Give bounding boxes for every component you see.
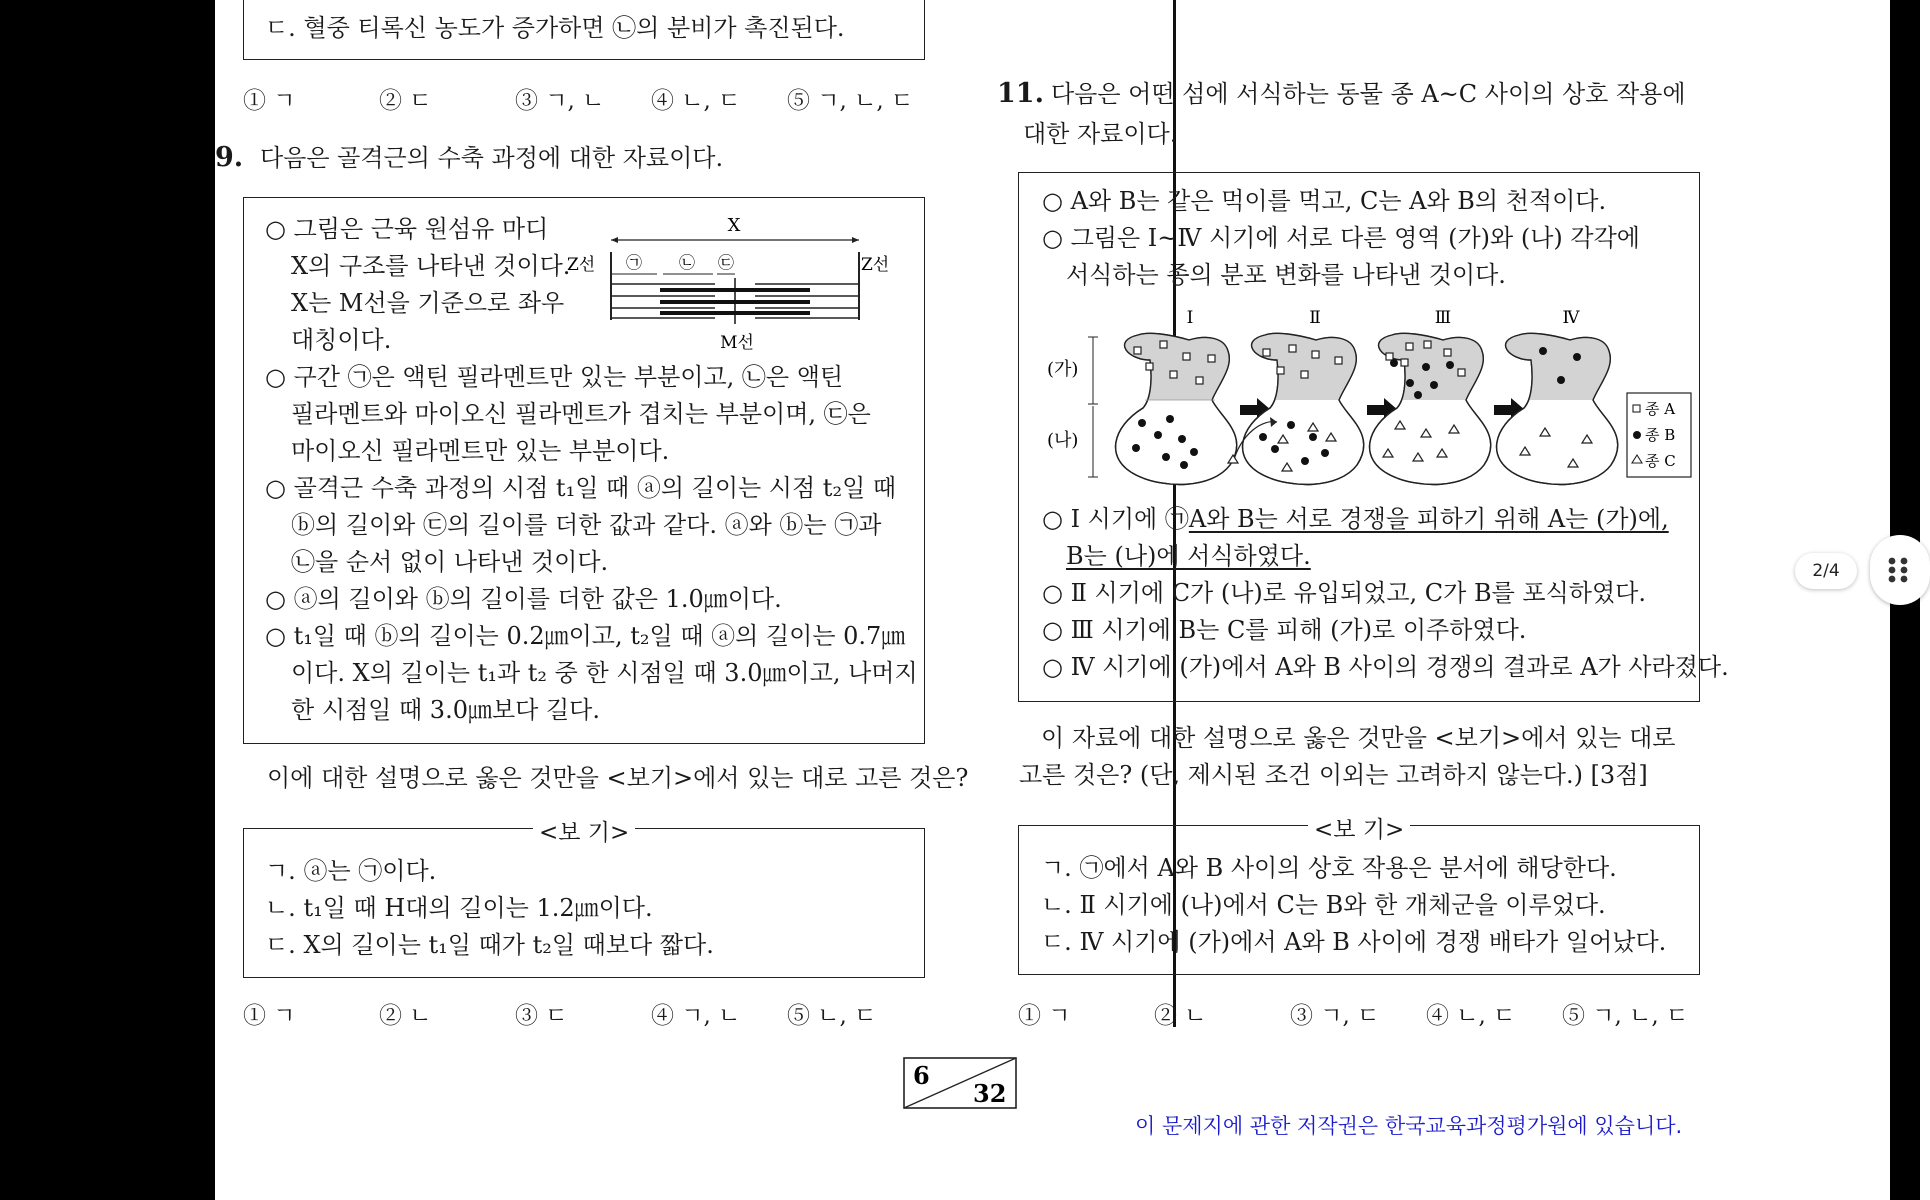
q11-question: 고른 것은? (단, 제시된 조건 이외는 고려하지 않는다.) [3점] bbox=[1019, 761, 1648, 789]
q9-line: ○ t₁일 때 ⓑ의 길이는 0.2㎛이고, t₂일 때 ⓐ의 길이는 0.7㎛ bbox=[265, 622, 906, 650]
copyright-notice: 이 문제지에 관한 저작권은 한국교육과정평가원에 있습니다. bbox=[1135, 1114, 1683, 1138]
z-line-right-label: Z선 bbox=[861, 255, 890, 275]
q11-choice-2[interactable]: ② ㄴ bbox=[1154, 1003, 1207, 1029]
q9-choice-5[interactable]: ⑤ ㄴ, ㄷ bbox=[787, 1003, 877, 1029]
grip-icon bbox=[1870, 535, 1930, 605]
q11-choice-4[interactable]: ④ ㄴ, ㄷ bbox=[1426, 1003, 1516, 1029]
figure-legend bbox=[1627, 393, 1691, 477]
q11-choices bbox=[1018, 997, 1718, 1027]
q11-number: 11. bbox=[997, 78, 1044, 109]
q8-choice-3[interactable]: ③ ㄱ, ㄴ bbox=[515, 88, 605, 114]
q11-bogi-item: ㄴ. Ⅱ 시기에 (나)에서 C는 B와 한 개체군을 이루었다. bbox=[1041, 891, 1606, 919]
q11-line: ○ A와 B는 같은 먹이를 먹고, C는 A와 B의 천적이다. bbox=[1042, 187, 1607, 215]
q9-line: ○ ⓐ의 길이와 ⓑ의 길이를 더한 값은 1.0㎛이다. bbox=[265, 585, 782, 613]
page-total: 32 bbox=[973, 1079, 1007, 1108]
q11-question: 이 자료에 대한 설명으로 옳은 것만을 <보기>에서 있는 대로 bbox=[1041, 724, 1676, 752]
q11-bogi-item: ㄱ. ㉠에서 A와 B 사이의 상호 작용은 분서에 해당한다. bbox=[1041, 854, 1617, 882]
q9-line: 대칭이다. bbox=[291, 326, 392, 354]
page-number: 6 bbox=[913, 1061, 930, 1090]
q9-line: ㉡을 순서 없이 나타낸 것이다. bbox=[291, 548, 609, 576]
q11-underlined-2: B는 (나)에 서식하였다. bbox=[1066, 542, 1311, 570]
q9-question: 이에 대한 설명으로 옳은 것만을 <보기>에서 있는 대로 고른 것은? bbox=[267, 764, 969, 792]
region-ga-label: (가) bbox=[1047, 359, 1079, 380]
q11-choice-3[interactable]: ③ ㄱ, ㄷ bbox=[1290, 1003, 1380, 1029]
q9-line: X는 M선을 기준으로 좌우 bbox=[291, 289, 565, 317]
q8-choice-5[interactable]: ⑤ ㄱ, ㄴ, ㄷ bbox=[787, 88, 914, 114]
q9-bogi-title: <보 기> bbox=[533, 814, 635, 847]
q9-number: 9. bbox=[215, 142, 244, 173]
q9-line: 한 시점일 때 3.0㎛보다 길다. bbox=[291, 696, 600, 724]
q11-line bbox=[1042, 501, 1669, 537]
q9-line: 필라멘트와 마이오신 필라멘트가 겹치는 부분이며, ㉢은 bbox=[291, 400, 871, 428]
section-g2-label: ㉡ bbox=[678, 253, 696, 272]
q9-line: 이다. X의 길이는 t₁과 t₂ 중 한 시점일 때 3.0㎛이고, 나머지 bbox=[291, 659, 918, 687]
section-g3-label: ㉢ bbox=[717, 253, 735, 272]
q9-choice-1[interactable]: ① ㄱ bbox=[243, 1003, 296, 1029]
q11-bogi-title: <보 기> bbox=[1308, 811, 1410, 844]
region-na-label: (나) bbox=[1047, 430, 1079, 451]
q9-prompt: 다음은 골격근의 수축 과정에 대한 자료이다. bbox=[260, 144, 724, 172]
q9-choice-3[interactable]: ③ ㄷ bbox=[515, 1003, 568, 1029]
page-number-box bbox=[903, 1057, 1019, 1111]
q9-choice-2[interactable]: ② ㄴ bbox=[379, 1003, 432, 1029]
q11-prompt: 대한 자료이다. bbox=[1023, 120, 1178, 148]
q8-choice-1[interactable]: ① ㄱ bbox=[243, 88, 296, 114]
legend-species-a: 종 A bbox=[1645, 400, 1676, 418]
q11-underlined-1: A와 B는 서로 경쟁을 피하기 위해 A는 (가)에, bbox=[1188, 505, 1669, 533]
period-1-label: Ⅰ bbox=[1186, 308, 1194, 328]
drag-handle[interactable] bbox=[1870, 535, 1930, 605]
viewer-left-margin bbox=[0, 0, 215, 1200]
q11-bogi-item: ㄷ. Ⅳ 시기에 (가)에서 A와 B 사이에 경쟁 배타가 일어났다. bbox=[1041, 928, 1667, 956]
island-distribution-figure bbox=[1045, 305, 1685, 485]
sarcomere-figure bbox=[565, 212, 890, 362]
q9-line: ⓑ의 길이와 ㉢의 길이를 더한 값과 같다. ⓐ와 ⓑ는 ㉠과 bbox=[291, 511, 882, 539]
q9-choice-4[interactable]: ④ ㄱ, ㄴ bbox=[651, 1003, 741, 1029]
exam-page bbox=[215, 0, 1890, 1200]
period-3-label: Ⅲ bbox=[1434, 308, 1452, 328]
q9-line: ○ 그림은 근육 원섬유 마디 bbox=[265, 215, 549, 243]
q9-line: ○ 골격근 수축 과정의 시점 t₁일 때 ⓐ의 길이는 시점 t₂일 때 bbox=[265, 474, 897, 502]
page-indicator: 2/4 bbox=[1795, 553, 1857, 589]
q9-bogi-item: ㄱ. ⓐ는 ㉠이다. bbox=[265, 857, 437, 885]
period-4-label: Ⅳ bbox=[1562, 308, 1580, 328]
period-2-label: Ⅱ bbox=[1309, 308, 1321, 328]
legend-species-b: 종 B bbox=[1645, 426, 1676, 444]
q8-choice-2[interactable]: ② ㄷ bbox=[379, 88, 432, 114]
m-line-label: M선 bbox=[720, 333, 754, 353]
q9-line: X의 구조를 나타낸 것이다. bbox=[291, 252, 571, 280]
legend-species-c: 종 C bbox=[1645, 452, 1676, 470]
q8-bogi-line: ㄷ. 혈중 티록신 농도가 증가하면 ㉡의 분비가 촉진된다. bbox=[265, 14, 845, 42]
q11-line: ○ Ⅳ 시기에 (가)에서 A와 B 사이의 경쟁의 결과로 A가 사라졌다. bbox=[1042, 653, 1729, 681]
q11-line: 서식하는 종의 분포 변화를 나타낸 것이다. bbox=[1066, 261, 1506, 289]
x-label: X bbox=[727, 215, 741, 236]
q9-line: 마이오신 필라멘트만 있는 부분이다. bbox=[291, 437, 670, 465]
z-line-left-label: Z선 bbox=[567, 255, 596, 275]
q8-choices bbox=[243, 82, 943, 112]
section-g1-label: ㉠ bbox=[625, 253, 643, 272]
q11-prompt: 다음은 어떤 섬에 서식하는 동물 종 A~C 사이의 상호 작용에 bbox=[1051, 80, 1686, 108]
q11-line-1-prefix: ○ Ⅰ 시기에 ㉠ bbox=[1042, 505, 1189, 533]
q11-line: ○ Ⅲ 시기에 B는 C를 피해 (가)로 이주하였다. bbox=[1042, 616, 1527, 644]
q8-choice-4[interactable]: ④ ㄴ, ㄷ bbox=[651, 88, 741, 114]
q11-choice-1[interactable]: ① ㄱ bbox=[1018, 1003, 1071, 1029]
q11-line: ○ Ⅱ 시기에 C가 (나)로 유입되었고, C가 B를 포식하였다. bbox=[1042, 579, 1646, 607]
q9-line: ○ 구간 ㉠은 액틴 필라멘트만 있는 부분이고, ㉡은 액틴 bbox=[265, 363, 844, 391]
q9-bogi-item: ㄴ. t₁일 때 H대의 길이는 1.2㎛이다. bbox=[265, 894, 653, 922]
q9-bogi-item: ㄷ. X의 길이는 t₁일 때가 t₂일 때보다 짧다. bbox=[265, 931, 714, 959]
q9-choices bbox=[243, 997, 943, 1027]
q11-line: ○ 그림은 Ⅰ~Ⅳ 시기에 서로 다른 영역 (가)와 (나) 각각에 bbox=[1042, 224, 1640, 252]
q11-choice-5[interactable]: ⑤ ㄱ, ㄴ, ㄷ bbox=[1562, 1003, 1689, 1029]
